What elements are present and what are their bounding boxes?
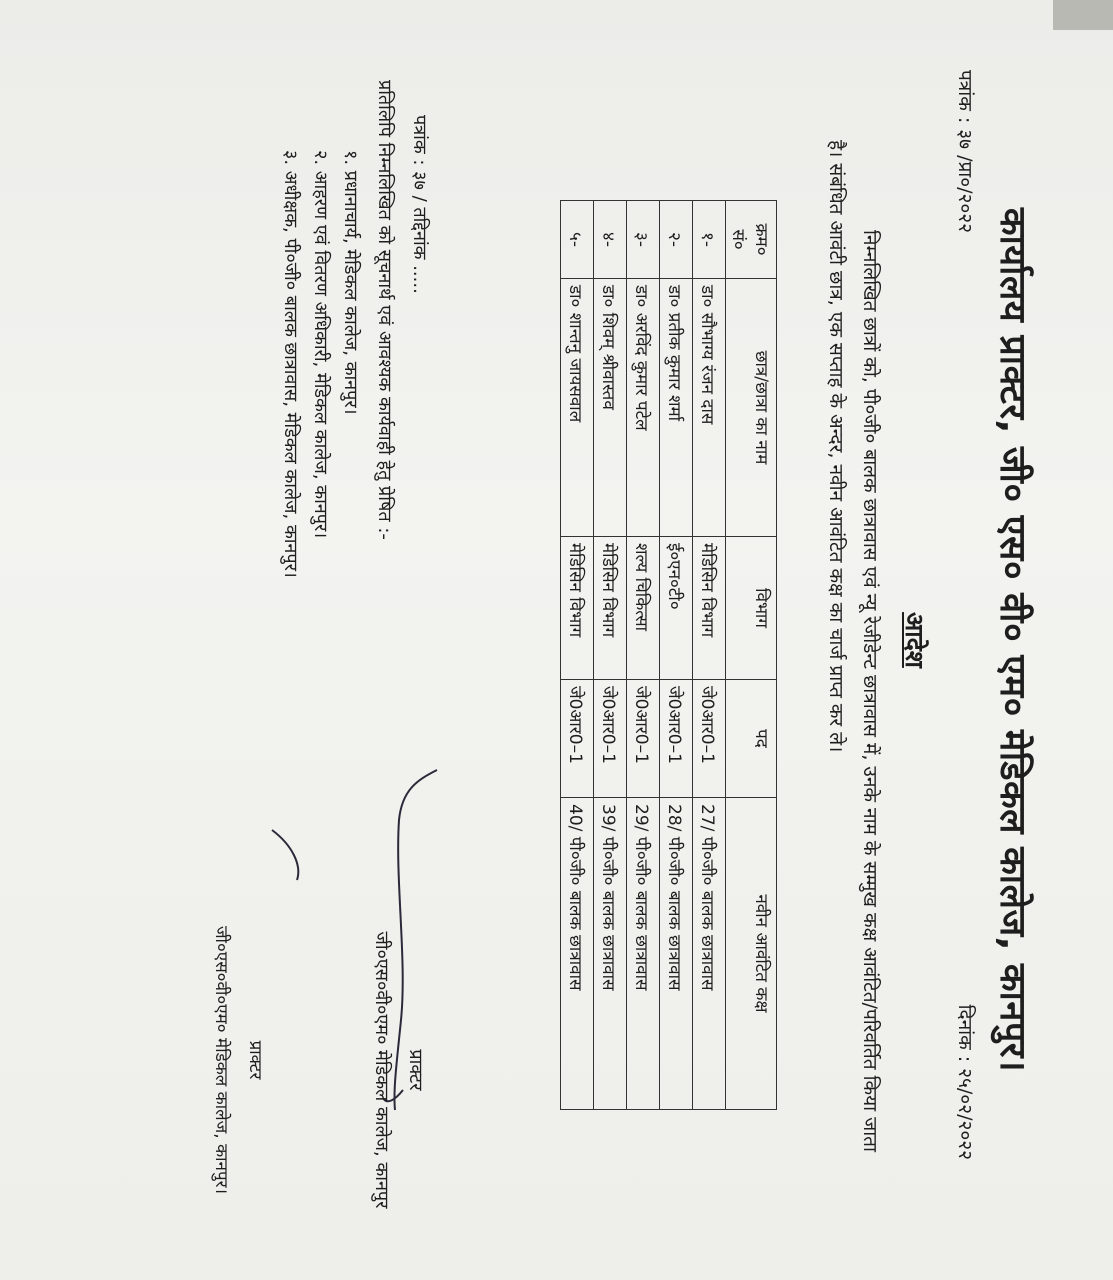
order-heading: आदेश — [900, 612, 929, 668]
cell-department: मेडिसिन विभाग — [561, 537, 594, 680]
cell-serial: ४- — [594, 201, 627, 279]
header-serial — [726, 201, 777, 279]
cell-department: शल्य चिकित्सा — [627, 537, 660, 680]
copy-intro: प्रतिलिपि निम्नलिखित को सूचनार्थ एवं आवश्यक कार्यवाही हेतु प्रेषित :- — [374, 80, 395, 540]
cell-department: मेडिसिन विभाग — [594, 537, 627, 680]
copy-reference: पत्रांक : ३७ / तद्दिनांक ..... — [409, 115, 430, 294]
header-department: विभाग — [726, 537, 777, 680]
table-row — [627, 201, 660, 1110]
list-item: २. आहरण एवं वितरण अधिकारी, मेडिकल कालेज, कानपुर। — [310, 150, 331, 539]
proctor-org: जी०एस०वी०एम० मेडिकल कालेज, कानपुर — [371, 931, 392, 1209]
cell-post: जे0आर0–1 — [594, 680, 627, 798]
proctor-designation-2: प्राक्टर — [245, 1040, 265, 1080]
cell-room: 28/ पी०जी० बालक छात्रावास — [660, 798, 693, 1110]
cell-name: डा० शिवम् श्रीवास्तव — [594, 279, 627, 537]
copy-recipient-list — [275, 150, 365, 578]
cell-room: 39/ पी०जी० बालक छात्रावास — [594, 798, 627, 1110]
cell-name: डा० शान्तनु जायसवाल — [561, 279, 594, 537]
header-serial-line2: सं० — [728, 229, 748, 250]
cell-department: मेडिसिन विभाग — [693, 537, 726, 680]
cell-serial: १- — [693, 201, 726, 279]
proctor-designation: प्राक्टर — [405, 1049, 426, 1091]
cell-serial: २- — [660, 201, 693, 279]
cell-post: जे0आर0–1 — [660, 680, 693, 798]
allotment-table — [560, 200, 777, 1110]
cell-name: डा० सौभाग्य रंजन दास — [693, 279, 726, 537]
cell-room: 40/ पी०जी० बालक छात्रावास — [561, 798, 594, 1110]
order-date: दिनांक : २५/०२/२०२२ — [954, 1004, 976, 1160]
header-room: नवीन आवंटित कक्ष — [726, 798, 777, 1110]
cell-room: 27/ पी०जी० बालक छात्रावास — [693, 798, 726, 1110]
cell-department: ई०एन०टी० — [660, 537, 693, 680]
proctor-signature-block-2 — [204, 870, 272, 1250]
cell-name: डा० अरविंद कुमार पटेल — [627, 279, 660, 537]
cell-post: जे0आर0–1 — [561, 680, 594, 798]
cell-room: 29/ पी०जी० बालक छात्रावास — [627, 798, 660, 1110]
list-item: १. प्रधानाचार्य, मेडिकल कालेज, कानपुर। — [340, 150, 361, 415]
table-row — [561, 201, 594, 1110]
proctor-org-2: जी०एस०वी०एम० मेडिकल कालेज, कानपुर। — [211, 925, 231, 1195]
page-corner-shadow — [1053, 0, 1113, 30]
header-post: पद — [726, 680, 777, 798]
cell-serial: ५- — [561, 201, 594, 279]
reference-number: पत्रांक : ३७ /प्रा०/२०२२ — [954, 70, 976, 234]
proctor-signature-block — [364, 920, 432, 1220]
table-header-row — [726, 201, 777, 1110]
letterhead-title: कार्यालय प्राक्टर, जी० एस० वी० एम० मेडिकल कालेज, कानपुर। — [992, 207, 1033, 1073]
order-paragraph: निम्नलिखित छात्रों को, पी०जी० बालक छात्रावास एवं न्यू रेजीडेन्ट छात्रावास में, उनके नाम के सम्मुख कक्ष आवंटित/परिवर्तित किया जाता है। संबंधित आवंटी छात्र, एक सप्ताह के अन्दर, नवीन आवंटित कक्ष का चार्ज प्राप्त कर ले। — [825, 140, 881, 1152]
cell-post: जे0आर0–1 — [693, 680, 726, 798]
table-row — [693, 201, 726, 1110]
header-serial-line1: क्रम० — [751, 223, 771, 256]
cell-post: जे0आर0–1 — [627, 680, 660, 798]
table-row — [594, 201, 627, 1110]
document-body — [57, 40, 1057, 1240]
cell-serial: ३- — [627, 201, 660, 279]
list-item: ३. अधीक्षक, पी०जी० बालक छात्रावास, मेडिकल कालेज, कानपुर। — [280, 150, 301, 578]
table-row — [660, 201, 693, 1110]
cell-name: डा० प्रतीक कुमार शर्मा — [660, 279, 693, 537]
header-name: छात्र/छात्रा का नाम — [726, 279, 777, 537]
